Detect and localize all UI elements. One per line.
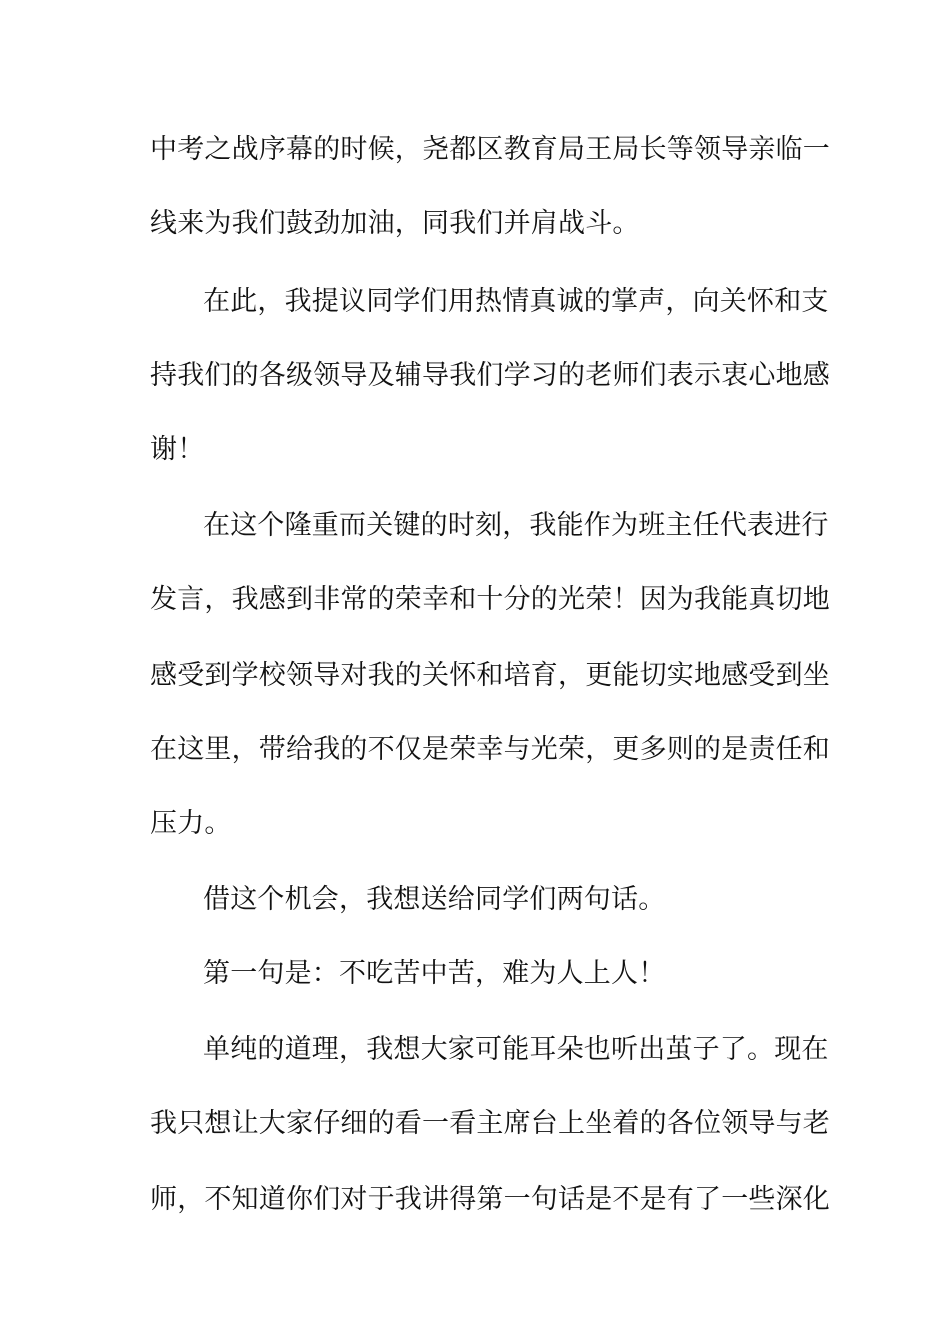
text-line: 感受到学校领导对我的关怀和培育，更能切实地感受到坐 bbox=[150, 660, 830, 691]
paragraph-start-line: 第一句是：不吃苦中苦，难为人上人！ bbox=[203, 958, 666, 989]
text-line: 谢！ bbox=[150, 434, 205, 465]
text-line: 我只想让大家仔细的看一看主席台上坐着的各位领导与老 bbox=[150, 1108, 830, 1139]
text-line: 压力。 bbox=[150, 808, 232, 839]
text-line: 线来为我们鼓劲加油，同我们并肩战斗。 bbox=[150, 208, 640, 239]
paragraph-start-line: 在此，我提议同学们用热情真诚的掌声，向关怀和支 bbox=[203, 286, 829, 317]
text-line: 持我们的各级领导及辅导我们学习的老师们表示衷心地感 bbox=[150, 360, 830, 391]
text-line: 师，不知道你们对于我讲得第一句话是不是有了一些深化 bbox=[150, 1184, 830, 1215]
text-line: 发言，我感到非常的荣幸和十分的光荣！因为我能真切地 bbox=[150, 584, 830, 615]
text-line: 中考之战序幕的时候，尧都区教育局王局长等领导亲临一 bbox=[150, 134, 830, 165]
text-line: 在这里，带给我的不仅是荣幸与光荣，更多则的是责任和 bbox=[150, 734, 830, 765]
paragraph-start-line: 单纯的道理，我想大家可能耳朵也听出茧子了。现在 bbox=[203, 1034, 829, 1065]
paragraph-start-line: 在这个隆重而关键的时刻，我能作为班主任代表进行 bbox=[203, 510, 829, 541]
paragraph-start-line: 借这个机会，我想送给同学们两句话。 bbox=[203, 884, 666, 915]
